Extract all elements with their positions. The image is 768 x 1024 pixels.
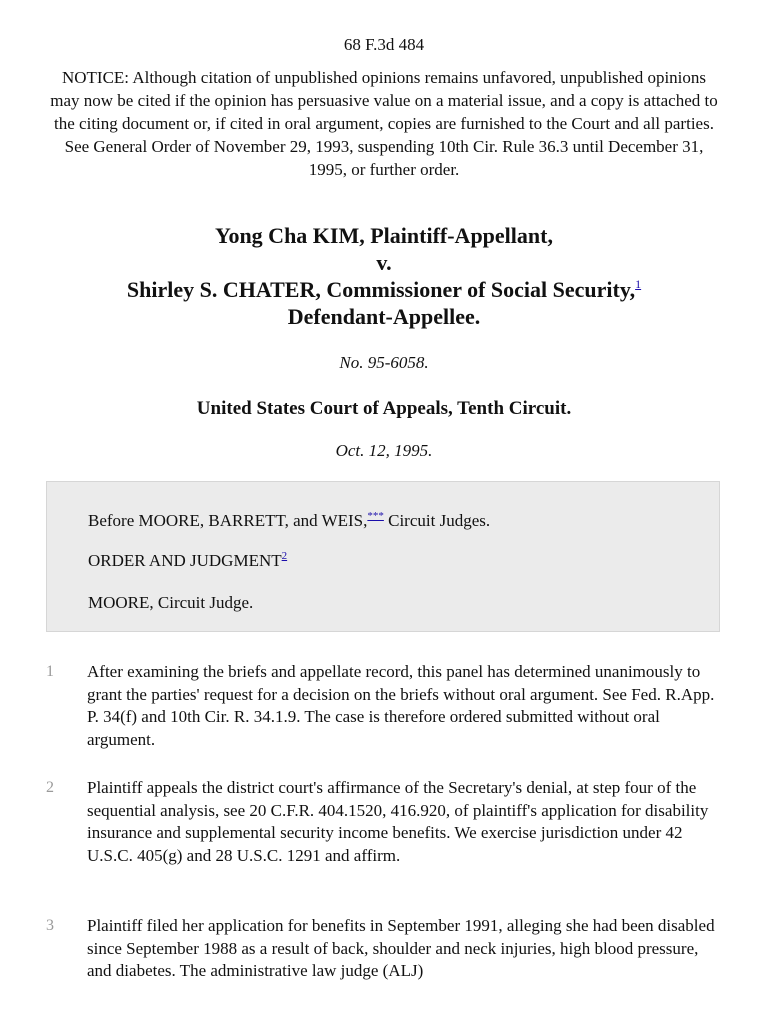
paragraph-text: After examining the briefs and appellate record, this panel has determined unanimously to grant the parties' request for a decision on the briefs without oral argument. See Fed. R.App. P. 34(f) and 10th Cir. R. 34.1.9. The case is therefore ordered submitted without oral argument. (87, 662, 715, 749)
defendant-name: Shirley S. CHATER, Commissioner of Social Security, (126, 277, 636, 302)
decision-date: Oct. 12, 1995. (335, 441, 433, 460)
order-and-judgment-line (88, 550, 287, 572)
paragraph-number: 3 (46, 917, 54, 934)
paragraph-text: Plaintiff filed her application for benefits in September 1991, alleging she had been disabled since September 1988 as a result of back, shoulder and neck injuries, high blood pressure, and diabetes. The administrative law judge (ALJ) (87, 916, 715, 980)
judges-panel (46, 481, 720, 632)
panel-judges-suffix: Circuit Judges. (383, 511, 491, 530)
plaintiff-line: Yong Cha KIM, Plaintiff-Appellant, (215, 223, 553, 248)
panel-judges-line (88, 510, 490, 532)
case-citation: 68 F.3d 484 (343, 35, 425, 54)
paragraph-number: 1 (46, 663, 54, 680)
case-caption (0, 222, 768, 330)
footnote-link-1[interactable]: 1 (635, 277, 642, 291)
docket-number: No. 95-6058. (339, 353, 429, 372)
footnote-link-2[interactable]: 2 (281, 550, 288, 562)
paragraph-number: 2 (46, 779, 54, 796)
paragraph-text: Plaintiff appeals the district court's affirmance of the Secretary's denial, at step four of the sequential analysis, see 20 C.F.R. 404.1520, 416.920, of plaintiff's application for disability insurance and supplemental security income benefits. We exercise jurisdiction under 42 U.S.C. 405(g) and 28 U.S.C. 1291 and affirm. (87, 778, 709, 865)
versus-line: v. (376, 250, 392, 275)
court-name: United States Court of Appeals, Tenth Circuit. (196, 398, 572, 419)
defendant-role-line: Defendant-Appellee. (287, 304, 481, 329)
footnote-link-judges[interactable]: *** (367, 510, 384, 522)
order-label: ORDER AND JUDGMENT (88, 551, 282, 570)
defendant-line (0, 276, 768, 303)
panel-judges-prefix: Before MOORE, BARRETT, and WEIS, (88, 511, 368, 530)
unpublished-opinion-notice: NOTICE: Although citation of unpublished opinions remains unfavored, unpublished opinions may now be cited if the opinion has persuasive value on a material issue, and a copy is attached to the citing document or, if cited in oral argument, copies are furnished to the Court and all parties. See General Order of November 29, 1993, suspending 10th Cir. Rule 36.3 until December 31, 1995, or further order. (50, 68, 718, 179)
opinion-author: MOORE, Circuit Judge. (88, 593, 254, 612)
